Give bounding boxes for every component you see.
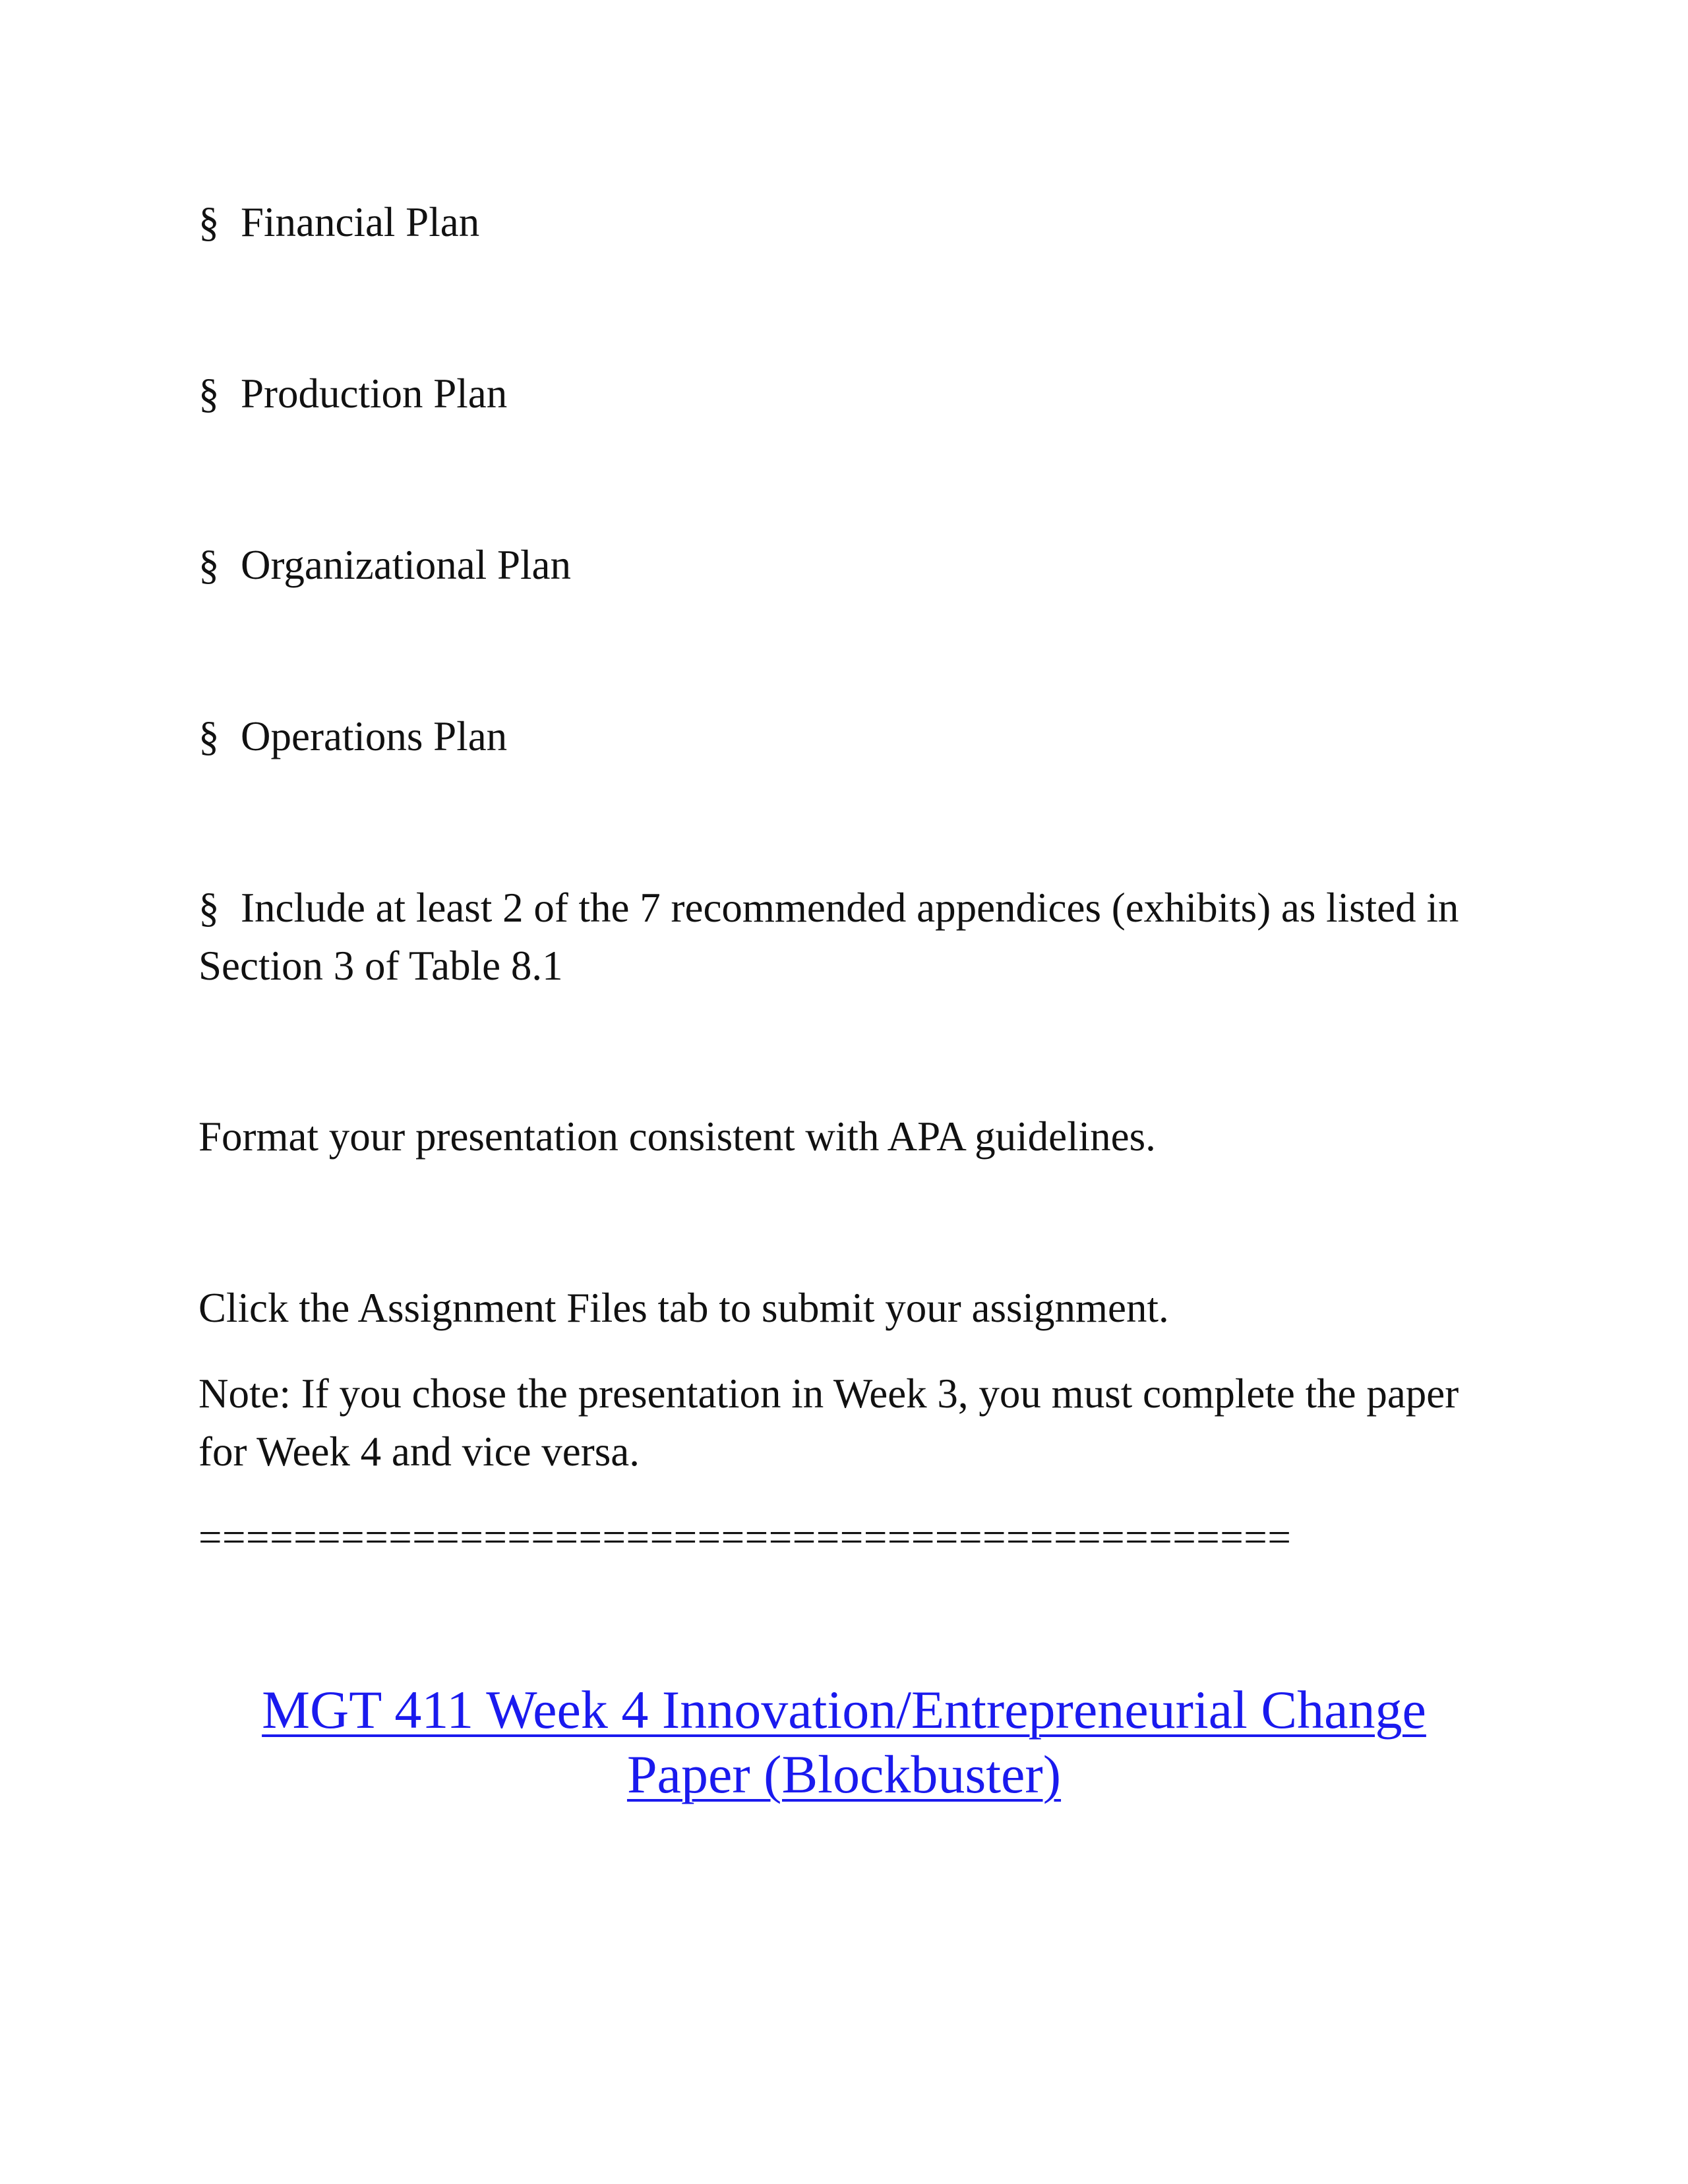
bullet-text: Organizational Plan (241, 542, 571, 588)
submit-note: Click the Assignment Files tab to submit your assignment. (198, 1285, 1169, 1331)
bullet-financial-plan (198, 193, 479, 251)
bullet-text: Operations Plan (241, 713, 508, 759)
bullet-text: Financial Plan (241, 199, 480, 245)
bullet-text: Production Plan (241, 370, 508, 417)
course-paper-link[interactable]: MGT 411 Week 4 Innovation/Entrepreneurial Change Paper (Blockbuster) (262, 1680, 1426, 1804)
section-sign-icon: § (198, 199, 220, 245)
link-block (198, 1678, 1490, 1807)
week-note: Note: If you chose the presentation in Week 3, you must complete the paper for Week 4 and vice versa. (198, 1371, 1459, 1475)
section-sign-icon: § (198, 885, 220, 931)
section-sign-icon: § (198, 370, 220, 417)
section-sign-icon: § (198, 542, 220, 588)
section-sign-icon: § (198, 713, 220, 759)
bullet-appendices (198, 879, 1491, 995)
bullet-operations-plan (198, 707, 507, 765)
bullet-production-plan (198, 365, 507, 423)
bullet-organizational-plan (198, 536, 571, 594)
format-note: Format your presentation consistent with APA guidelines. (198, 1113, 1156, 1160)
appendices-text: Include at least 2 of the 7 recommended appendices (exhibits) as listed in Section 3 of Table 8.1 (198, 885, 1459, 989)
separator-line: ============================================== (198, 1514, 1292, 1560)
